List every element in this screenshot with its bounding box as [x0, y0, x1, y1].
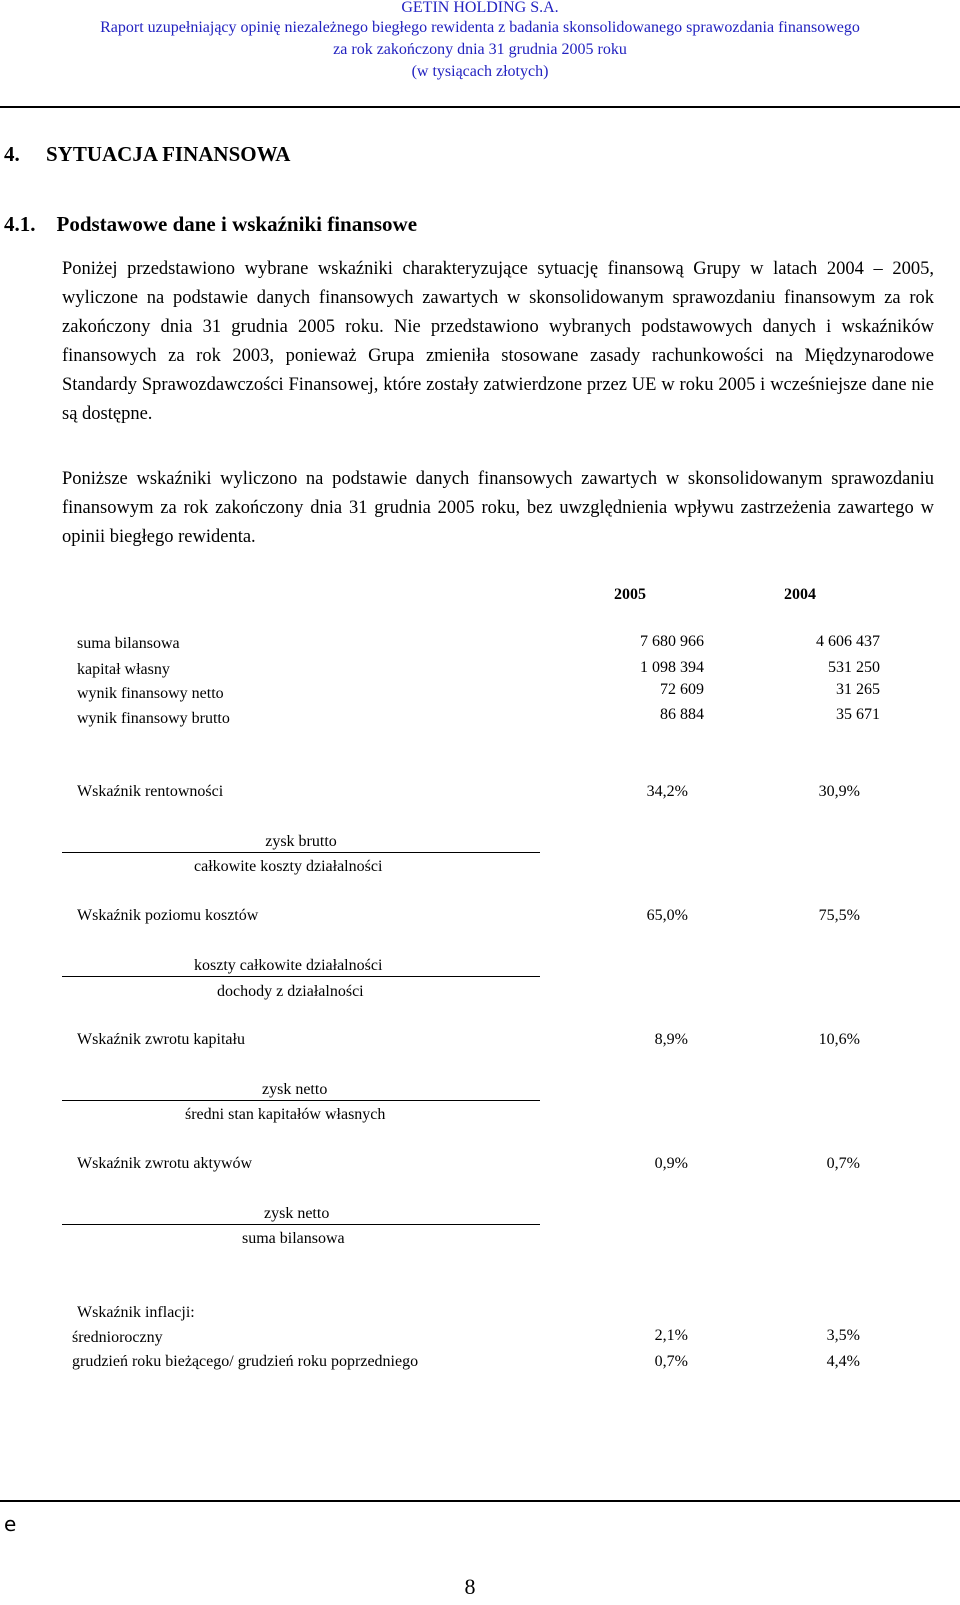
header-period: za rok zakończony dnia 31 grudnia 2005 roku: [333, 41, 627, 58]
table-row-value-2005: 1 098 394: [640, 659, 704, 676]
ratio-value-2004: 30,9%: [818, 783, 860, 800]
inflation-value-2004: 3,5%: [826, 1327, 860, 1344]
paragraph-intro: Poniżej przedstawiono wybrane wskaźniki charakteryzujące sytuację finansową Grupy w latach 2004 – 2005, wyliczone na podstawie danych finansowych zawartych w skonsolidowanym sprawozdaniu finansowym za rok zakończony dnia 31 grudnia 2005 roku. Nie przedstawiono wybranych podstawowych danych i wskaźników finansowych za rok 2003, ponieważ Grupa zmieniła stosowane zasady rachunkowości na Międzynarodowe Standardy Sprawozdawczości Finansowej, które zostały zatwierdzone przez UE w roku 2005 i wcześniejsze dane nie są dostępne.: [62, 259, 934, 424]
table-row-label: wynik finansowy brutto: [77, 710, 230, 727]
ratio-denominator: średni stan kapitałów własnych: [185, 1106, 386, 1123]
inflation-row-label: średnioroczny: [72, 1329, 163, 1346]
ratio-label: Wskaźnik poziomu kosztów: [77, 907, 259, 924]
inflation-title: Wskaźnik inflacji:: [77, 1304, 195, 1321]
table-row-value-2005: 7 680 966: [640, 633, 704, 650]
table-row-label: suma bilansowa: [77, 635, 180, 652]
col-header-2004: 2004: [784, 586, 816, 603]
table-row-value-2005: 86 884: [660, 706, 704, 723]
table-row-value-2004: 31 265: [836, 681, 880, 698]
inflation-row-label: grudzień roku bieżącego/ grudzień roku poprzedniego: [72, 1353, 419, 1370]
header-units: (w tysiącach złotych): [411, 63, 549, 80]
ratio-value-2005: 0,9%: [654, 1155, 688, 1172]
ratio-value-2005: 65,0%: [646, 907, 688, 924]
subsection-title: 4.1. Podstawowe dane i wskaźniki finansowe: [4, 212, 418, 236]
ratio-value-2005: 8,9%: [654, 1031, 688, 1048]
inflation-value-2005: 0,7%: [654, 1353, 688, 1370]
header-report-title: Raport uzupełniający opinię niezależnego biegłego rewidenta z badania skonsolidowanego sprawozdania finansowego: [100, 19, 860, 36]
paragraph-basis: Poniższe wskaźniki wyliczono na podstawie danych finansowych zawartych w skonsolidowanym sprawozdaniu finansowym za rok zakończony dnia 31 grudnia 2005 roku, bez uwzględnienia wpływu zastrzeżenia zawartego w opinii biegłego rewidenta.: [62, 469, 934, 547]
ratio-numerator: zysk brutto: [265, 833, 337, 850]
ratio-value-2004: 10,6%: [818, 1031, 860, 1048]
col-header-2005: 2005: [614, 586, 646, 603]
ratio-value-2004: 75,5%: [818, 907, 860, 924]
header-company: GETIN HOLDING S.A.: [401, 0, 559, 16]
ratio-label: Wskaźnik zwrotu kapitału: [77, 1031, 245, 1048]
table-row-value-2004: 4 606 437: [816, 633, 880, 650]
footer-mark: e: [4, 1512, 17, 1536]
header-divider: [0, 106, 960, 108]
ratio-denominator: dochody z działalności: [217, 983, 364, 1000]
inflation-value-2004: 4,4%: [826, 1353, 860, 1370]
ratio-label: Wskaźnik rentowności: [77, 783, 224, 800]
table-row-value-2004: 35 671: [836, 706, 880, 723]
footer-divider: [0, 1500, 960, 1502]
fraction-line: [62, 1224, 540, 1225]
page-number: 8: [464, 1574, 476, 1599]
ratio-denominator: całkowite koszty działalności: [194, 858, 383, 875]
table-row-label: kapitał własny: [77, 661, 170, 678]
table-row-label: wynik finansowy netto: [77, 685, 224, 702]
ratio-numerator: zysk netto: [262, 1081, 328, 1098]
ratio-label: Wskaźnik zwrotu aktywów: [77, 1155, 253, 1172]
fraction-line: [62, 976, 540, 977]
section-title: 4. SYTUACJA FINANSOWA: [4, 142, 291, 166]
inflation-value-2005: 2,1%: [654, 1327, 688, 1344]
ratio-denominator: suma bilansowa: [242, 1230, 345, 1247]
fraction-line: [62, 852, 540, 853]
table-row-value-2004: 531 250: [828, 659, 880, 676]
ratio-numerator: zysk netto: [264, 1205, 330, 1222]
ratio-numerator: koszty całkowite działalności: [194, 957, 383, 974]
ratio-value-2005: 34,2%: [646, 783, 688, 800]
table-row-value-2005: 72 609: [660, 681, 704, 698]
fraction-line: [62, 1100, 540, 1101]
ratio-value-2004: 0,7%: [826, 1155, 860, 1172]
